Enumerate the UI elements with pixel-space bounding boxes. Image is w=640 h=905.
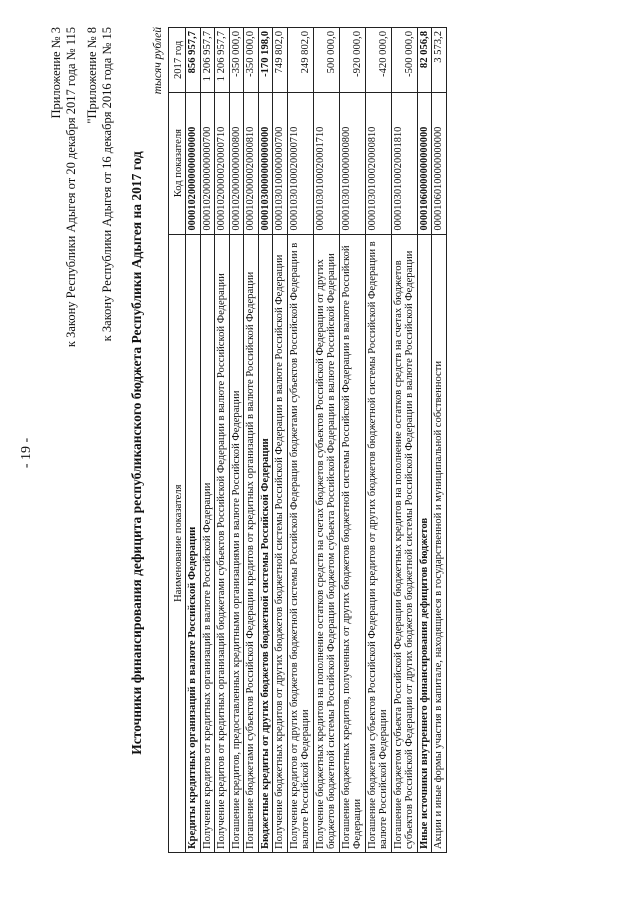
row-code: 00001020000020000710 [215,92,230,234]
row-code: 00001030100000000700 [273,92,288,234]
table-row [258,27,273,852]
row-name: Бюджетные кредиты от других бюджетов бюджетной системы Российской Федерации [258,234,273,852]
row-amount: 1 206 957,7 [215,27,230,92]
document-title: Источники финансирования дефицита республиканского бюджета Республики Адыгея на 2017 год [129,150,144,755]
table-row [273,27,288,852]
row-name: Погашение кредитов, предоставленных кредитными организациями в валюте Российской Федерации [229,234,244,852]
row-code: 00001030000000000000 [258,92,273,234]
row-name: Получение кредитов от кредитных организаций бюджетами субъектов Российской Федерации в валюте Российской Федерации [215,234,230,852]
appendix-current [49,27,79,347]
table-row [244,27,259,852]
appendix-original-law: к Закону Республики Адыгея от 16 декабря 2016 года № 15 [100,26,114,341]
row-name: Погашение бюджетами субъектов Российской Федерации кредитов от кредитных организаций в валюте Российской Федерации [244,234,259,852]
table-row [391,27,417,852]
row-name: Акции и иные формы участия в капитале, находящиеся в государственной и муниципальной собственности [432,234,447,852]
document-page [15,13,625,893]
table-row [313,27,339,852]
row-code: 00001020000000000700 [200,92,215,234]
row-code: 00001060000000000000 [417,92,432,234]
row-code: 00001030100020000710 [287,92,313,234]
table-row [200,27,215,852]
table-row [215,27,230,852]
table-row [339,27,365,852]
row-amount: 1 206 957,7 [200,27,215,92]
header-name: Наименование показателя [169,234,186,852]
row-amount: 249 802,0 [287,27,313,92]
row-name: Погашение бюджетных кредитов, полученных от других бюджетов бюджетной системы Российской Федерации в валюте Российской Федерации [339,234,365,852]
row-name: Получение бюджетных кредитов на пополнение остатков средств на счетах бюджетов субъектов Российской Федерации от других бюджетов бюджетной системы Российской Федерации бюджетом субъекта Российской Федерации в валюте Российской Федерации [313,234,339,852]
page-number: - 19 - [19,437,34,468]
units-label: тысяч рублей [152,26,164,94]
row-amount: -350 000,0 [229,27,244,92]
row-name: Получение бюджетных кредитов от других бюджетов бюджетной системы Российской Федерации в валюте Российской Федерации [273,234,288,852]
table-row [287,27,313,852]
row-name: Погашение бюджетами субъектов Российской Федерации кредитов от других бюджетов бюджетной системы Российской Федерации в валюте Российской Федерации [365,234,391,852]
header-code: Код показателя [169,92,186,234]
row-amount: 749 802,0 [273,27,288,92]
row-name: Получение кредитов от кредитных организаций в валюте Российской Федерации [200,234,215,852]
row-amount: 856 957,7 [186,27,201,92]
row-name: Иные источники внутреннего финансирования дефицитов бюджетов [417,234,432,852]
appendix-original [85,27,115,341]
row-name: Погашение бюджетом субъекта Российской Федерации бюджетных кредитов на пополнение остатков средств на счетах бюджетов субъектов Российской Федерации от других бюджетов бюджетной системы Российской Федерации в валюте Российской Федерации [391,234,417,852]
row-amount: -170 198,0 [258,27,273,92]
row-amount: 82 056,8 [417,27,432,92]
row-code: 00001030100000000800 [339,92,365,234]
table-row [365,27,391,852]
row-code: 00001030100020001810 [391,92,417,234]
row-code: 00001030100020001710 [313,92,339,234]
row-name: Кредиты кредитных организаций в валюте Российской Федерации [186,234,201,852]
appendix-current-law: к Закону Республики Адыгея от 20 декабря 2017 года № 115 [64,26,78,347]
row-code: 00001020000020000810 [244,92,259,234]
row-code: 00001030100020000810 [365,92,391,234]
row-amount: -350 000,0 [244,27,259,92]
row-amount: -500 000,0 [391,27,417,92]
appendix-original-number: "Приложение № 8 [85,26,99,124]
header-amount: 2017 год [169,27,186,92]
table-row [186,27,201,852]
financing-sources-table [168,27,447,853]
row-amount: 3 573,2 [432,27,447,92]
table-header-row [169,27,186,852]
row-amount: -920 000,0 [339,27,365,92]
appendix-current-number: Приложение № 3 [49,26,63,119]
table-row [417,27,432,852]
table-row [229,27,244,852]
table-row [432,27,447,852]
row-amount: 500 000,0 [313,27,339,92]
row-code: 00001020000000000800 [229,92,244,234]
row-code: 00001020000000000000 [186,92,201,234]
row-name: Получение кредитов от других бюджетов бюджетной системы Российской Федерации бюджетами субъектов Российской Федерации в валюте Российской Федерации [287,234,313,852]
row-amount: -420 000,0 [365,27,391,92]
row-code: 00001060100000000000 [432,92,447,234]
